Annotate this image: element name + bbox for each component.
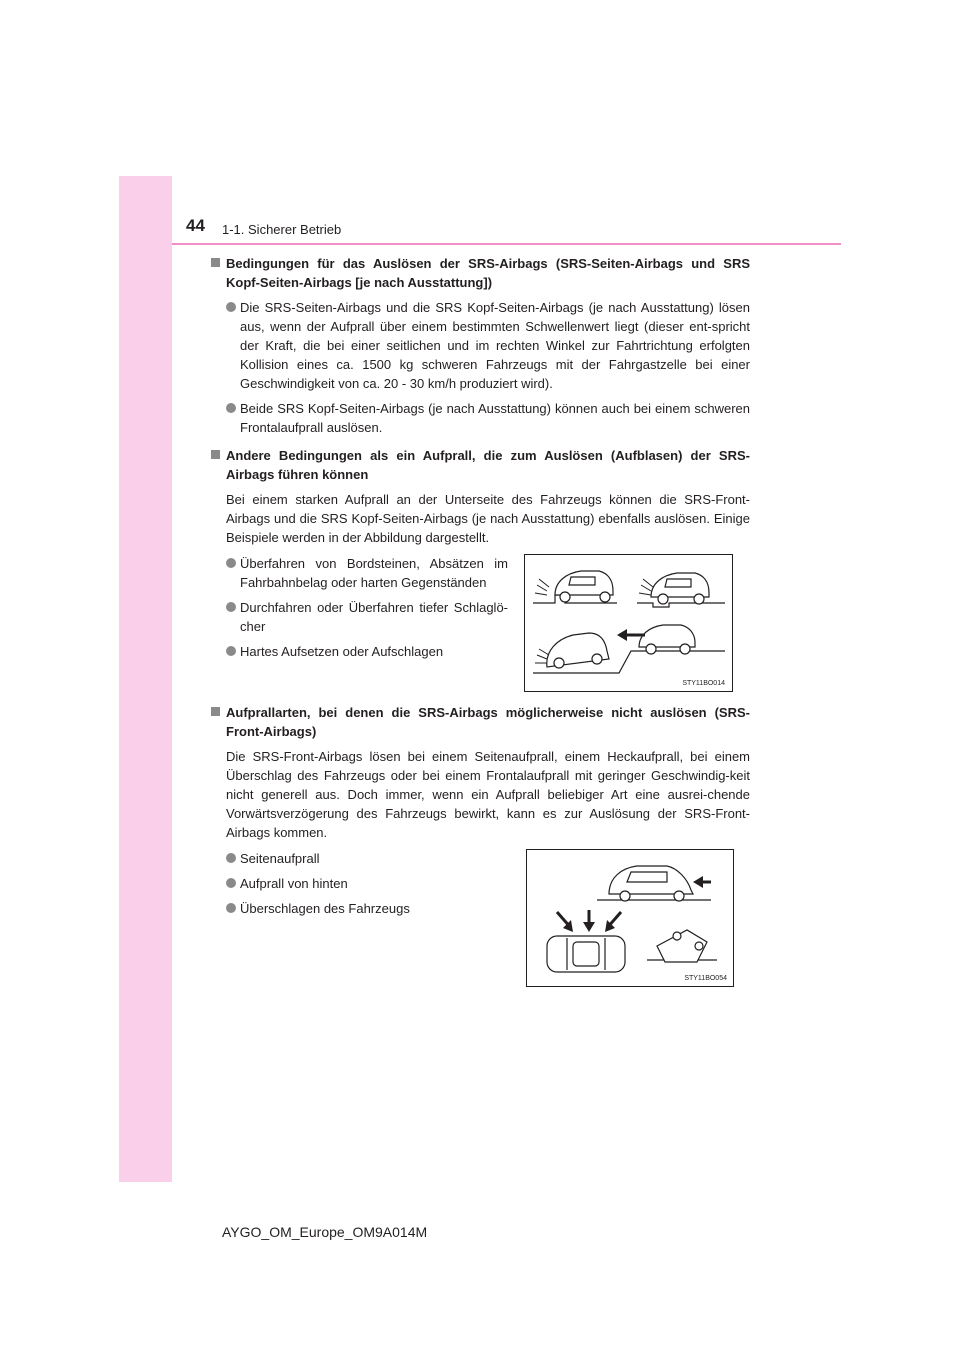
figure-code: STY11BO054 [684,975,727,982]
list-item: Seitenaufprall [226,849,508,868]
section-other-conditions [210,446,750,694]
square-bullet-icon [211,450,220,459]
impact-types-illustration [527,850,733,986]
section-heading: Andere Bedingungen als ein Aufprall, die zum Auslösen (Aufblasen) der SRS-Airbags führen können [226,448,750,482]
page-content [210,254,750,998]
bullet-dot-icon [226,878,236,888]
page-number: 44 [186,216,205,235]
list-item: Aufprall von hinten [226,874,508,893]
section-heading: Bedingungen für das Auslösen der SRS-Airbags (SRS-Seiten-Airbags und SRS Kopf-Seiten-Airbags [je nach Ausstattung]) [226,256,750,290]
square-bullet-icon [211,258,220,267]
bullets-with-figure [226,849,750,989]
figure-impact-types [526,849,734,987]
bullet-dot-icon [226,602,236,612]
square-bullet-icon [211,707,220,716]
bullet-dot-icon [226,646,236,656]
list-item: Die SRS-Seiten-Airbags und die SRS Kopf-Seiten-Airbags (je nach Ausstattung) lösen aus, wenn der Aufprall über einem bestimmten Schwellenwert liegt (dieser ent-spricht der Kraft, die bei einer seitlichen und im rechten Winkel zur Fahrtrichtung erfolgten Kollision eines ca. 1500 kg schweren Fahrzeugs mit der Fahrgastzelle bei einer Geschwindigkeit von ca. 20 - 30 km/h produziert wird). [226,298,750,393]
footer-document-id: AYGO_OM_Europe_OM9A014M [222,1224,428,1240]
list-item: Überfahren von Bordsteinen, Absätzen im Fahrbahnbelag oder harten Gegenständen [226,554,508,592]
underbody-impact-illustration [525,555,732,691]
bullet-dot-icon [226,558,236,568]
section-title: 1-1. Sicherer Betrieb [222,222,342,237]
bullet-dot-icon [226,403,236,413]
section-side-airbag-conditions [210,254,750,437]
bullet-dot-icon [226,903,236,913]
side-tab-strip [119,176,172,1182]
list-item: Beide SRS Kopf-Seiten-Airbags (je nach Ausstattung) können auch bei einem schweren Frontalaufprall auslösen. [226,399,750,437]
bullet-dot-icon [226,853,236,863]
header-rule [172,243,841,245]
section-paragraph: Bei einem starken Aufprall an der Unterseite des Fahrzeugs können die SRS-Front-Airbags und die SRS Kopf-Seiten-Airbags (je nach Ausstattung) ebenfalls auslösen. Einige Beispiele werden in der Abbildung dargestellt. [226,492,750,545]
list-item: Überschlagen des Fahrzeugs [226,899,508,918]
section-paragraph: Die SRS-Front-Airbags lösen bei einem Seitenaufprall, einem Heckaufprall, bei einem Überschlag des Fahrzeugs oder bei einem Frontalaufprall mit geringer Geschwindig-keit nicht generell aus. Doch immer, wenn ein Aufprall beliebiger Art eine ausrei-chende Vorwärtsverzögerung des Fahrzeugs bewirkt, kann es zur Auslösung der SRS-Front-Airbags kommen. [226,749,750,840]
figure-underbody-impacts [524,554,733,692]
section-heading: Aufprallarten, bei denen die SRS-Airbags möglicherweise nicht auslösen (SRS-Front-Airbags) [226,705,750,739]
section-impact-types-no-deploy [210,703,750,989]
list-item: Durchfahren oder Überfahren tiefer Schlaglö-cher [226,598,508,636]
bullets-with-figure [226,554,750,694]
bullet-dot-icon [226,302,236,312]
list-item: Hartes Aufsetzen oder Aufschlagen [226,642,508,661]
figure-code: STY11BO014 [682,680,725,687]
